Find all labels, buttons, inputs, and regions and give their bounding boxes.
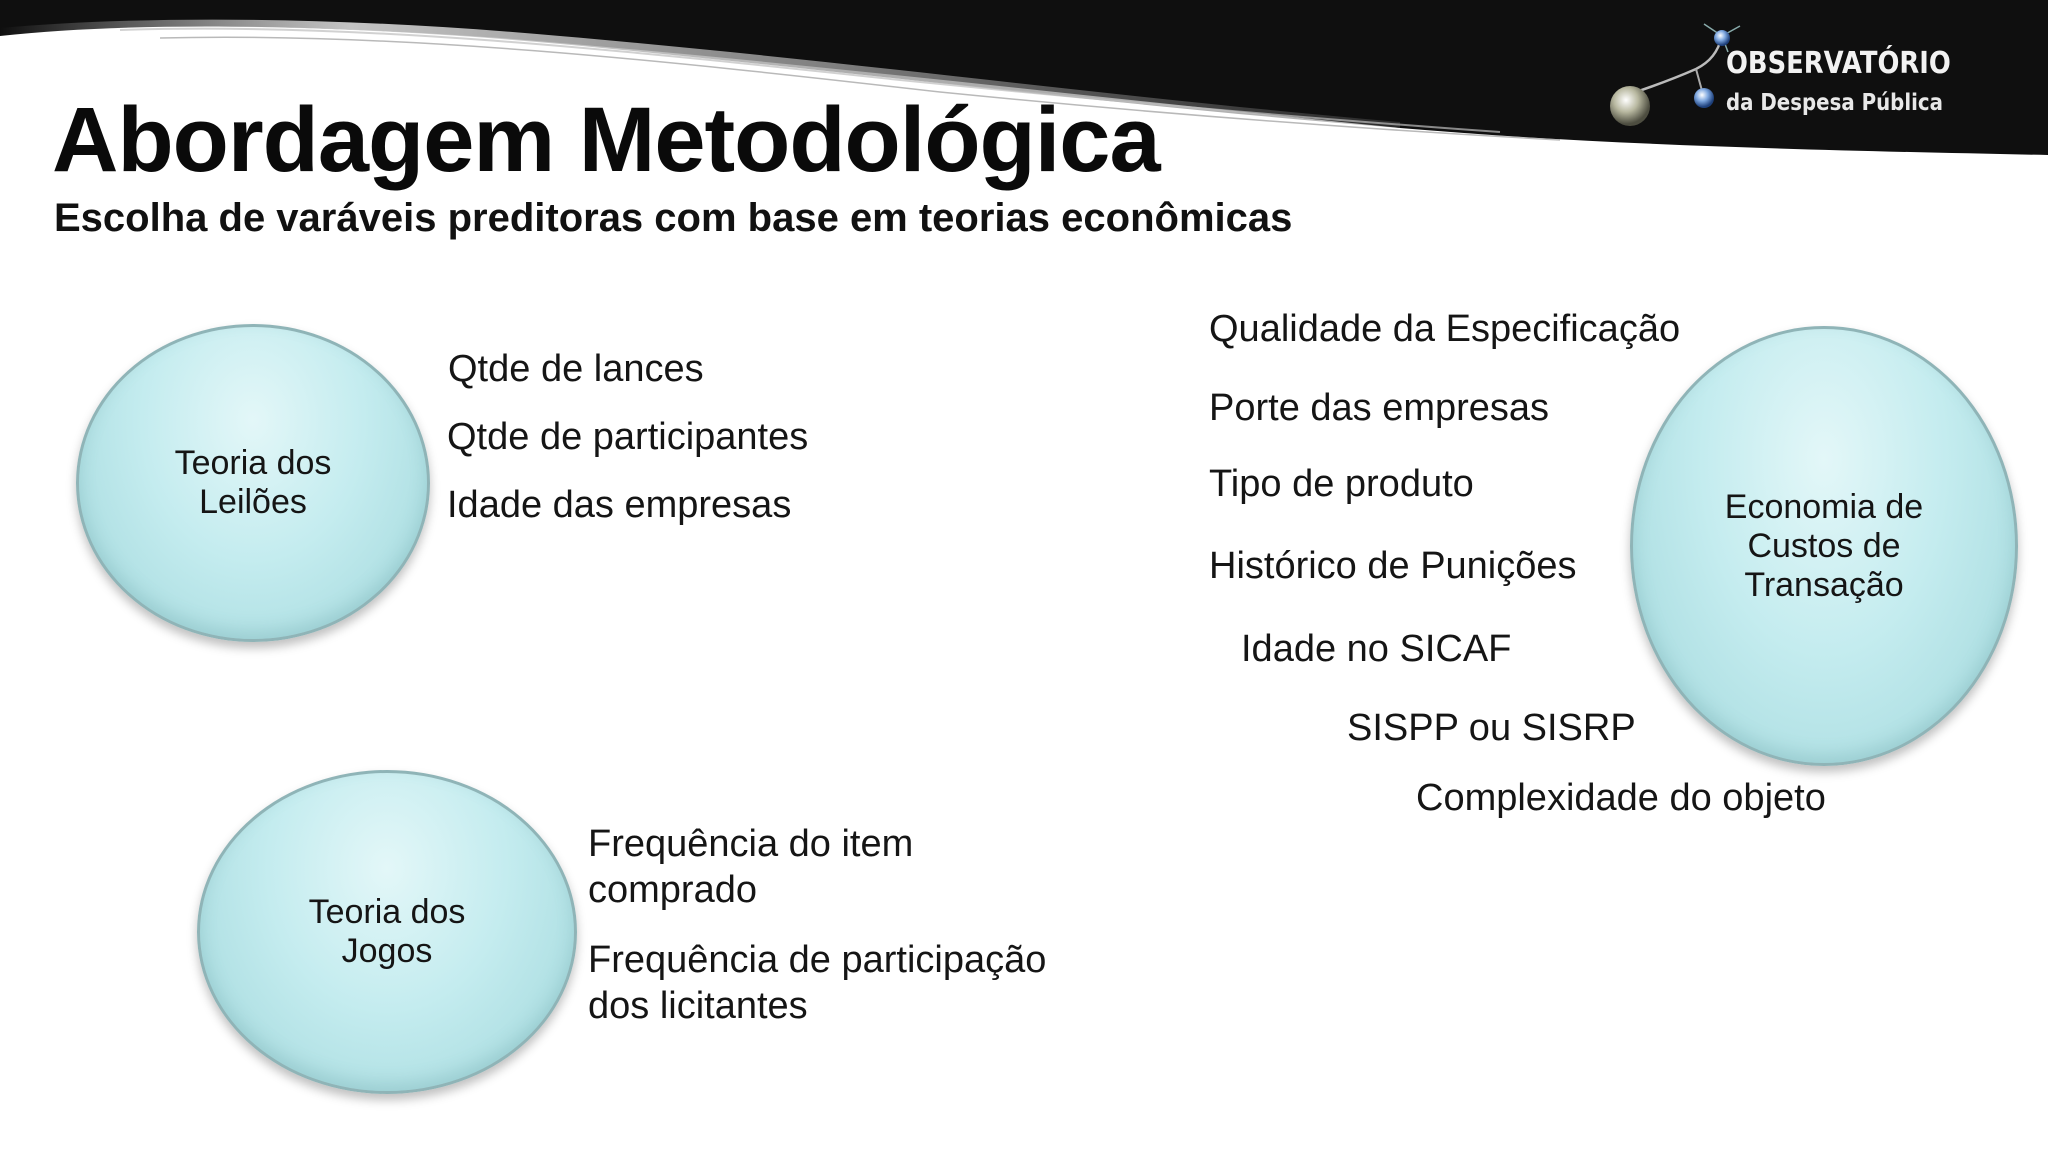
circle-label: Economia de Custos de Transação xyxy=(1724,487,1924,604)
variable-item: SISPP ou SISRP xyxy=(1347,707,1636,749)
circle-label: Teoria dos Jogos xyxy=(308,893,466,970)
variable-item: Histórico de Punições xyxy=(1209,545,1577,587)
variable-item: Idade das empresas xyxy=(447,484,792,526)
page-subtitle: Escolha de varáveis preditoras com base em teorias econômicas xyxy=(54,196,1293,240)
variable-item: Complexidade do objeto xyxy=(1416,777,1826,819)
logo-subtitle: da Despesa Pública xyxy=(1726,90,1943,116)
logo-title: OBSERVATÓRIO xyxy=(1726,46,1951,81)
page-title: Abordagem Metodológica xyxy=(52,89,1160,191)
variable-item: Idade no SICAF xyxy=(1241,628,1512,670)
variable-item: Tipo de produto xyxy=(1209,463,1474,505)
variable-item: Porte das empresas xyxy=(1209,387,1550,429)
circle-label: Teoria dos Leilões xyxy=(174,444,332,521)
variable-item: Qualidade da Especificação xyxy=(1209,308,1681,350)
variable-item: Qtde de participantes xyxy=(447,416,809,458)
circle-teoria-dos-jogos xyxy=(197,770,577,1094)
variable-item: Frequência de participação dos licitantes xyxy=(588,939,1047,1027)
variable-item: Frequência do item comprado xyxy=(588,823,914,911)
circle-economia-custos-transacao xyxy=(1630,326,2018,766)
circle-teoria-dos-leiloes xyxy=(76,324,430,642)
variable-item: Qtde de lances xyxy=(448,348,704,390)
